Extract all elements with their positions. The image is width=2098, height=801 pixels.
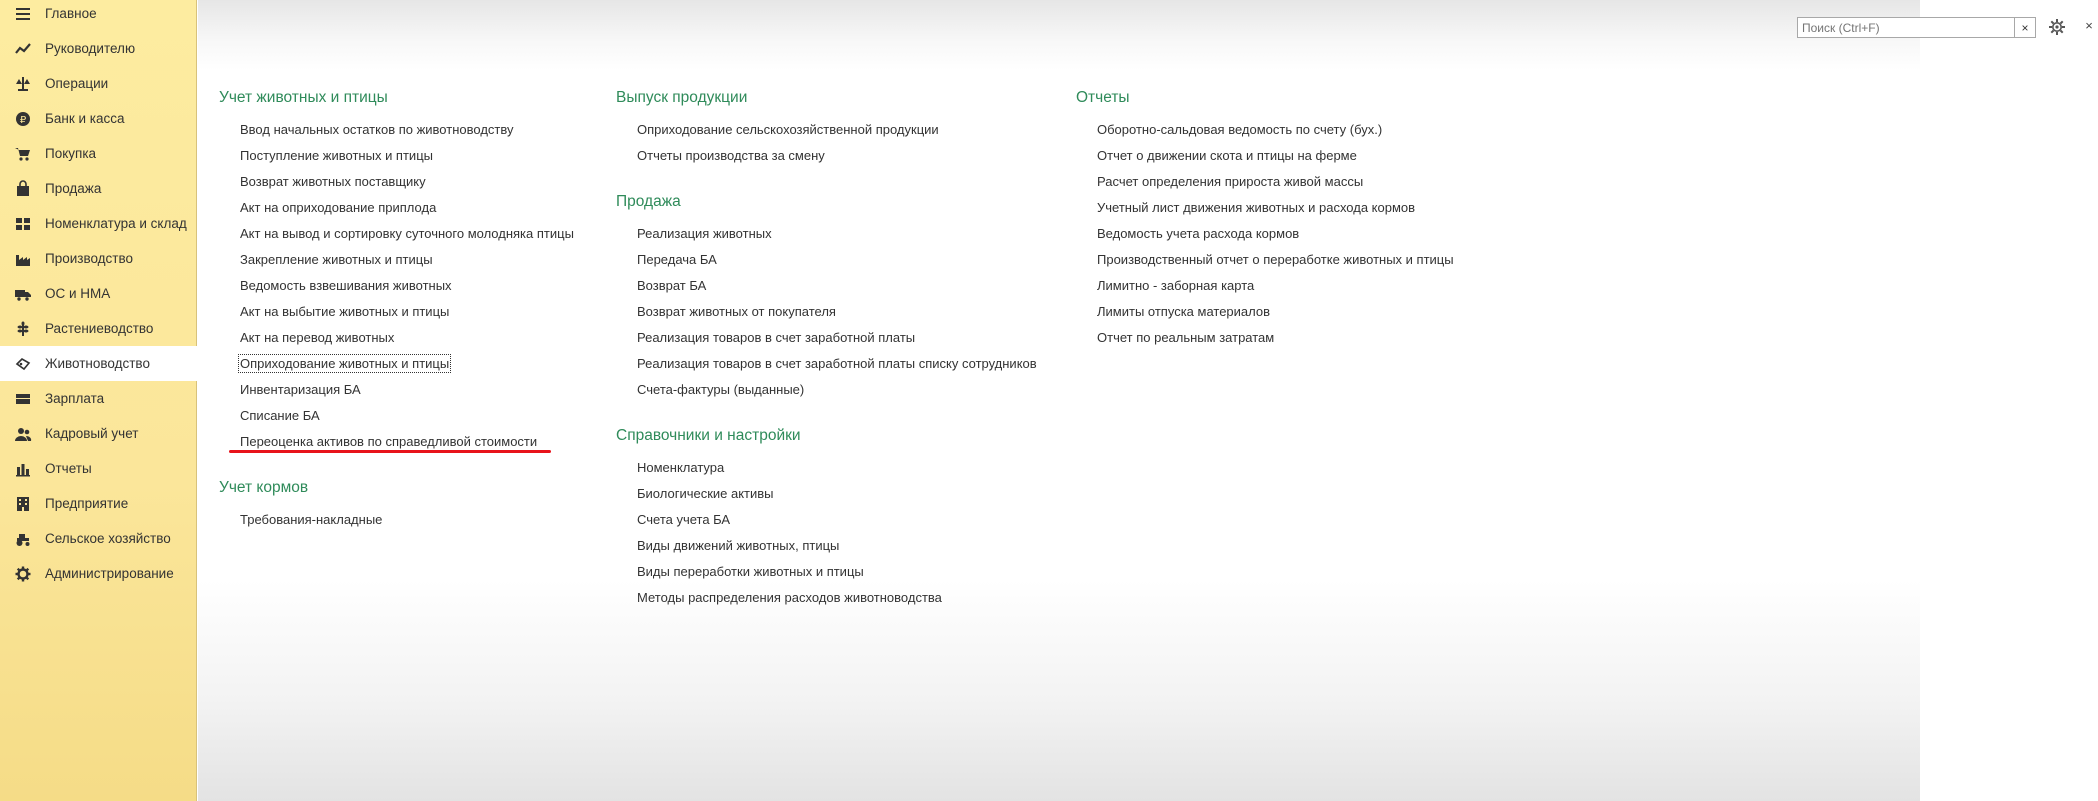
settings-button[interactable] <box>2048 18 2066 36</box>
link-item[interactable]: Закрепление животных и птицы <box>240 252 433 267</box>
sidebar-item-crops[interactable] <box>0 311 197 346</box>
sidebar-item-label: Главное <box>45 6 97 21</box>
link-item[interactable]: Возврат животных поставщику <box>240 174 426 189</box>
sidebar-item-label: Банк и касса <box>45 111 125 126</box>
scales-icon <box>15 76 31 92</box>
link-item[interactable]: Ввод начальных остатков по животноводству <box>240 122 514 137</box>
users-icon <box>15 426 31 442</box>
settings-gear-icon <box>2048 18 2066 36</box>
link-item[interactable]: Производственный отчет о переработке животных и птицы <box>1097 252 1454 267</box>
bag-icon <box>15 181 31 197</box>
sidebar-item-bank[interactable] <box>0 101 197 136</box>
sidebar-item-sales[interactable] <box>0 171 197 206</box>
section-title-animals: Учет животных и птицы <box>219 89 388 106</box>
sidebar-item-label: ОС и НМА <box>45 286 111 301</box>
sidebar-item-label: Производство <box>45 251 134 266</box>
link-item[interactable]: Методы распределения расходов животноводства <box>637 590 942 605</box>
sidebar-item-hr[interactable] <box>0 416 197 451</box>
sidebar-item-label: Предприятие <box>45 496 129 511</box>
sidebar-item-label: Отчеты <box>45 461 92 476</box>
link-item[interactable]: Переоценка активов по справедливой стоимости <box>240 434 538 449</box>
sidebar-item-salary[interactable] <box>0 381 197 416</box>
link-item[interactable]: Расчет определения прироста живой массы <box>1097 174 1364 189</box>
sidebar-item-enterprise[interactable] <box>0 486 197 521</box>
section-title-sales: Продажа <box>616 193 681 210</box>
section-title-reports: Отчеты <box>1076 89 1130 106</box>
sidebar-item-manager[interactable] <box>0 31 197 66</box>
sidebar-item-fixed-assets[interactable] <box>0 276 197 311</box>
link-item[interactable]: Требования-накладные <box>240 512 383 527</box>
sidebar-item-main[interactable] <box>0 0 197 31</box>
factory-icon <box>15 251 31 267</box>
grid-icon <box>15 216 31 232</box>
cart-icon <box>15 146 31 162</box>
link-item[interactable]: Акт на вывод и сортировку суточного молодняка птицы <box>240 226 574 241</box>
search-input[interactable] <box>1797 17 2019 38</box>
plant-icon <box>15 321 31 337</box>
sidebar-item-label: Покупка <box>45 146 97 161</box>
tractor-icon <box>15 531 31 547</box>
sidebar-item-label: Зарплата <box>45 391 105 406</box>
link-item[interactable]: Лимитно - заборная карта <box>1097 278 1255 293</box>
sidebar-item-reports[interactable] <box>0 451 197 486</box>
sidebar-item-admin[interactable] <box>0 556 197 591</box>
section-title-refs: Справочники и настройки <box>616 427 801 444</box>
link-item[interactable]: Реализация товаров в счет заработной платы списку сотрудников <box>637 356 1037 371</box>
link-item[interactable]: Акт на выбытие животных и птицы <box>240 304 450 319</box>
sidebar-item-label: Животноводство <box>45 356 150 371</box>
link-item[interactable]: Списание БА <box>240 408 320 423</box>
sidebar-item-label: Руководителю <box>45 41 136 56</box>
link-item[interactable]: Ведомость взвешивания животных <box>240 278 452 293</box>
link-item[interactable]: Виды переработки животных и птицы <box>637 564 864 579</box>
link-item[interactable]: Лимиты отпуска материалов <box>1097 304 1271 319</box>
link-item[interactable]: Номенклатура <box>637 460 725 475</box>
link-item[interactable]: Виды движений животных, птицы <box>637 538 840 553</box>
link-item[interactable]: Отчеты производства за смену <box>637 148 825 163</box>
sidebar-item-label: Продажа <box>45 181 102 196</box>
truck-icon <box>15 286 31 302</box>
link-item[interactable]: Акт на оприходование приплода <box>240 200 437 215</box>
link-item[interactable]: Ведомость учета расхода кормов <box>1097 226 1300 241</box>
barchart-icon <box>15 461 31 477</box>
link-item[interactable]: Счета учета БА <box>637 512 731 527</box>
sidebar-item-label: Растениеводство <box>45 321 154 336</box>
link-item[interactable]: Поступление животных и птицы <box>240 148 433 163</box>
close-icon: × <box>2021 20 2029 35</box>
sidebar-item-label: Администрирование <box>45 566 174 581</box>
sidebar-item-operations[interactable] <box>0 66 197 101</box>
link-item[interactable]: Отчет о движении скота и птицы на ферме <box>1097 148 1357 163</box>
link-item[interactable]: Возврат БА <box>637 278 707 293</box>
sidebar <box>0 0 197 801</box>
hamburger-icon <box>15 6 31 22</box>
section-title-output: Выпуск продукции <box>616 89 748 106</box>
gear-icon <box>15 566 31 582</box>
livestock-icon <box>15 356 31 372</box>
link-item[interactable]: Счета-фактуры (выданные) <box>637 382 805 397</box>
close-button[interactable]: × <box>2085 18 2093 33</box>
link-item[interactable]: Реализация животных <box>637 226 772 241</box>
sidebar-item-agriculture[interactable] <box>0 521 197 556</box>
sidebar-item-production[interactable] <box>0 241 197 276</box>
sidebar-item-label: Кадровый учет <box>45 426 139 441</box>
wallet-icon <box>15 391 31 407</box>
trend-icon <box>15 41 31 57</box>
sidebar-item-label: Номенклатура и склад <box>45 216 187 231</box>
main-panel <box>198 0 2093 801</box>
link-item[interactable]: Оприходование сельскохозяйственной продукции <box>637 122 939 137</box>
sidebar-item-livestock[interactable] <box>0 346 197 381</box>
link-item[interactable]: Оборотно-сальдовая ведомость по счету (бух.) <box>1097 122 1383 137</box>
link-item[interactable]: Реализация товаров в счет заработной платы <box>637 330 916 345</box>
coin-icon <box>15 111 31 127</box>
link-item[interactable]: Учетный лист движения животных и расхода кормов <box>1097 200 1416 215</box>
sidebar-item-label: Операции <box>45 76 109 91</box>
sidebar-item-purchase[interactable] <box>0 136 197 171</box>
link-item[interactable]: Возврат животных от покупателя <box>637 304 836 319</box>
annotation-underline <box>229 450 551 453</box>
sidebar-item-nomenclature[interactable] <box>0 206 197 241</box>
sidebar-item-label: Сельское хозяйство <box>45 531 171 546</box>
link-item-focused[interactable]: Оприходование животных и птицы <box>240 356 450 371</box>
link-item[interactable]: Акт на перевод животных <box>240 330 395 345</box>
link-item[interactable]: Передача БА <box>637 252 717 267</box>
svg-text:₽: ₽ <box>19 114 27 126</box>
link-item[interactable]: Отчет по реальным затратам <box>1097 330 1275 345</box>
building-icon <box>15 496 31 512</box>
link-item[interactable]: Биологические активы <box>637 486 774 501</box>
clear-search-button[interactable] <box>2014 17 2036 38</box>
link-item[interactable]: Инвентаризация БА <box>240 382 361 397</box>
section-title-feed: Учет кормов <box>219 479 309 496</box>
